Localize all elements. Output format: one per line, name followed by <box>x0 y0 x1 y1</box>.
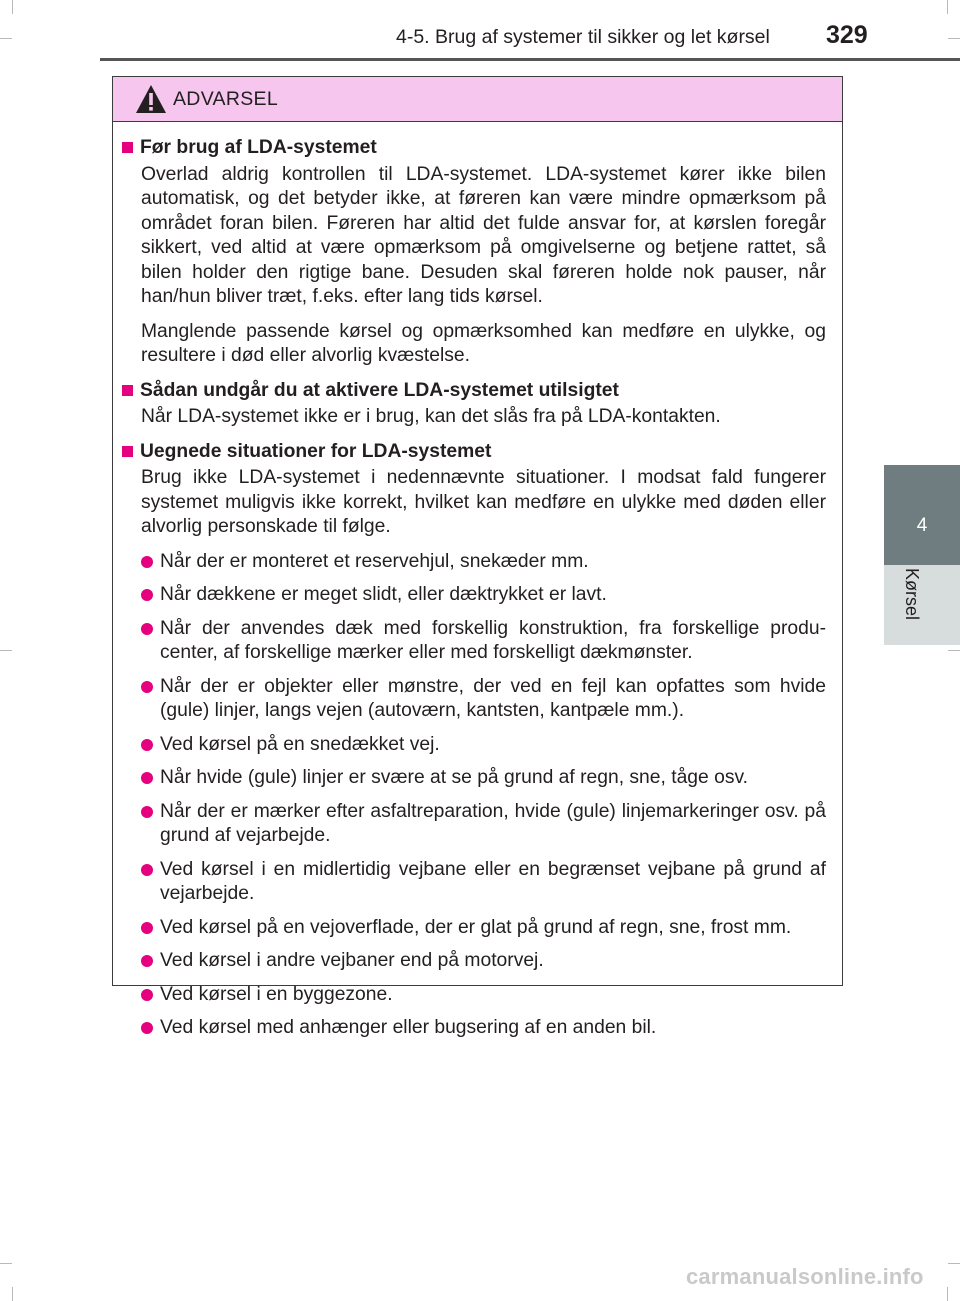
list-item <box>141 1016 826 1041</box>
paragraph: Brug ikke LDA-systemet i nedennævnte situationer. I modsat fald fungerer systemet muligvis ikke korrekt, hvilket kan medføre en ulykke med døden eller alvorlig personskade til følge. <box>141 467 826 537</box>
crop-mark <box>947 0 948 14</box>
chapter-header-title: 4-5. Brug af systemer til sikker og let kørsel <box>396 26 770 48</box>
round-bullet-icon <box>141 556 153 568</box>
paragraph: Når LDA-systemet ikke er i brug, kan det slås fra på LDA-kontakten. <box>141 406 721 427</box>
list-item <box>141 675 826 724</box>
round-bullet-icon <box>141 589 153 601</box>
list-item-text: Ved kørsel i en byggezone. <box>160 983 393 1005</box>
watermark: carmanualsonline.info <box>686 1264 924 1289</box>
header-rule <box>100 58 960 61</box>
round-bullet-icon <box>141 772 153 784</box>
list-item <box>141 733 826 758</box>
list-item <box>141 617 826 666</box>
round-bullet-icon <box>141 955 153 967</box>
list-item-text: Ved kørsel på en snedækket vej. <box>160 733 440 755</box>
round-bullet-icon <box>141 681 153 693</box>
crop-mark <box>0 1263 12 1264</box>
round-bullet-icon <box>141 739 153 751</box>
section-heading-text: Før brug af LDA-systemet <box>140 137 377 158</box>
list-item-text: Når der anvendes dæk med forskellig konstruktion, fra forskellige produ-center, af forskellige mærker eller med forskelligt dækmønster. <box>160 617 826 663</box>
list-item <box>141 583 826 608</box>
crop-mark <box>948 650 960 651</box>
warning-header <box>113 77 842 122</box>
list-item <box>141 800 826 849</box>
section-heading-text: Sådan undgår du at aktivere LDA-systemet utilsigtet <box>140 379 619 401</box>
list-item-text: Ved kørsel i andre vejbaner end på motorvej. <box>160 950 544 971</box>
round-bullet-icon <box>141 806 153 818</box>
round-bullet-icon <box>141 922 153 934</box>
list-item-text: Når dækkene er meget slidt, eller dæktrykket er lavt. <box>160 584 607 605</box>
warning-title: ADVARSEL <box>173 87 278 110</box>
crop-mark <box>0 650 12 651</box>
page-number: 329 <box>826 21 868 49</box>
section-heading <box>121 379 826 404</box>
list-item-text: Når der er mærker efter asfaltreparation, hvide (gule) linjemarkeringer osv. på grund af vejarbejde. <box>160 800 826 846</box>
round-bullet-icon <box>141 623 153 635</box>
crop-mark <box>948 38 960 39</box>
section-heading <box>121 440 826 465</box>
list-item <box>141 858 826 907</box>
list-item-text: Ved kørsel på en vejoverflade, der er glat på grund af regn, sne, frost mm. <box>160 916 792 938</box>
warning-body <box>113 122 842 1041</box>
list-item-text: Ved kørsel med anhænger eller bugsering af en anden bil. <box>160 1017 657 1038</box>
section-heading-text: Uegnede situationer for LDA-systemet <box>140 440 492 462</box>
round-bullet-icon <box>141 864 153 876</box>
warning-triangle-icon <box>135 84 167 114</box>
list-item-text: Når hvide (gule) linjer er svære at se på grund af regn, sne, tåge osv. <box>160 767 749 788</box>
chapter-tab-label-area <box>884 565 960 645</box>
round-bullet-icon <box>141 1022 153 1034</box>
crop-mark <box>947 1287 948 1301</box>
crop-mark <box>948 1263 960 1264</box>
square-bullet-icon <box>122 446 133 457</box>
crop-mark <box>12 0 13 14</box>
list-item <box>141 949 826 974</box>
square-bullet-icon <box>122 142 133 153</box>
square-bullet-icon <box>122 385 133 396</box>
round-bullet-icon <box>141 989 153 1001</box>
crop-mark <box>12 1287 13 1301</box>
paragraph: Manglende passende kørsel og opmærksomhed kan medføre en ulykke, og resultere i død eller alvorlig kvæstelse. <box>141 320 826 366</box>
chapter-tab-number: 4 <box>916 515 928 536</box>
chapter-tab-label: Kørsel <box>902 568 922 621</box>
section-heading <box>121 136 826 161</box>
list-item <box>141 983 826 1008</box>
crop-mark <box>0 38 12 39</box>
list-item <box>141 550 826 575</box>
list-item-text: Ved kørsel i en midlertidig vejbane eller en begrænset vejbane på grund af vejarbejde. <box>160 858 826 904</box>
list-item-text: Når der er objekter eller mønstre, der ved en fejl kan opfattes som hvide (gule) linjer, langs vejen (autoværn, kantsten, kantpæle mm.). <box>160 675 826 721</box>
list-item <box>141 916 826 941</box>
list-item <box>141 766 826 791</box>
list-item-text: Når der er monteret et reservehjul, snekæder mm. <box>160 550 589 572</box>
paragraph: Overlad aldrig kontrollen til LDA-systemet. LDA-systemet kører ikke bilen automatisk, og det betyder ikke, at føreren kan være mindre opmærksom på området foran bilen. Føreren har altid det fulde ansvar for, at kørslen foregår sikkert, ved altid at være opmærksom på omgivelserne og betjene rattet, så bilen holder den rigtige bane. Desuden skal føreren holde nok pauser, når han/hun bliver træt, f.eks. efter lang tids kørsel. <box>141 163 826 307</box>
warning-box <box>112 76 843 1038</box>
